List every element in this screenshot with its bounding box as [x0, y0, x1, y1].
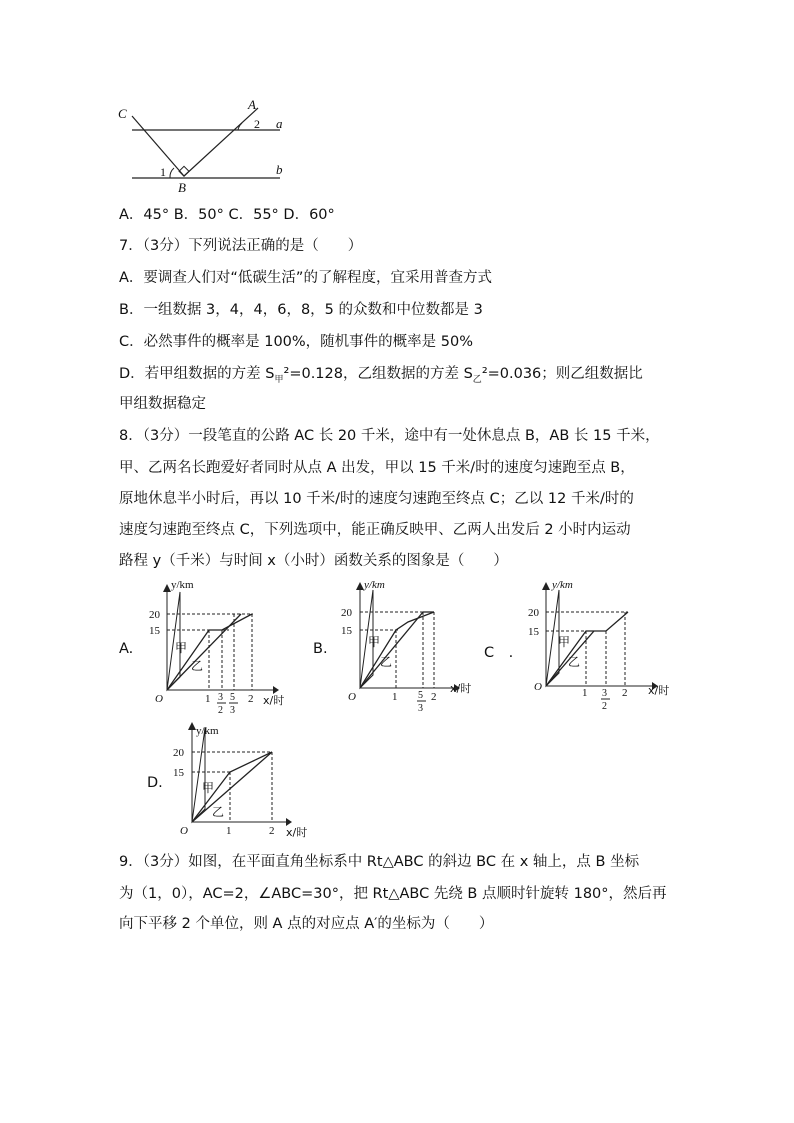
- q7-stem: 7．（3分）下列说法正确的是（ ）: [119, 238, 363, 254]
- q7-d-post: ²=0.036；则乙组数据比: [481, 366, 643, 382]
- q7-option-b: B．一组数据 3，4，4，6，8，5 的众数和中位数都是 3: [119, 302, 483, 318]
- svg-text:3: 3: [230, 705, 235, 716]
- svg-text:20: 20: [341, 607, 352, 619]
- svg-text:1: 1: [205, 693, 211, 705]
- svg-text:O: O: [348, 691, 356, 703]
- q7-option-c: C．必然事件的概率是 100%，随机事件的概率是 50%: [119, 334, 474, 350]
- q7-d-sub1: 甲: [274, 374, 284, 385]
- q9-line-1: 9．（3分）如图，在平面直角坐标系中 Rt△ABC 的斜边 BC 在 x 轴上，点 B 坐标: [119, 854, 640, 870]
- svg-text:3: 3: [418, 703, 423, 714]
- q7-d-sub2: 乙: [472, 374, 482, 385]
- q8-line-1: 8．（3分）一段笔直的公路 AC 长 20 千米，途中有一处休息点 B，AB 长 15 千米，: [119, 428, 660, 444]
- svg-text:3: 3: [218, 692, 223, 703]
- svg-text:O: O: [155, 693, 163, 705]
- svg-text:2: 2: [602, 701, 607, 712]
- label-a: a: [276, 116, 283, 131]
- q6-figure: [112, 98, 292, 194]
- svg-text:乙: 乙: [191, 659, 204, 673]
- svg-text:2: 2: [622, 687, 628, 699]
- svg-text:20: 20: [528, 607, 539, 619]
- label-B: B: [178, 180, 186, 195]
- line-ba: [184, 108, 258, 176]
- svg-text:1: 1: [582, 687, 588, 699]
- svg-text:乙: 乙: [568, 655, 581, 669]
- q8-graph-d: [170, 722, 320, 848]
- q8-line-2: 甲、乙两名长跑爱好者同时从点 A 出发，甲以 15 千米/时的速度匀速跑至点 B，: [119, 460, 635, 476]
- svg-text:y/km: y/km: [552, 579, 573, 591]
- svg-text:x/时: x/时: [648, 684, 670, 697]
- q8-line-4: 速度匀速跑至终点 C，下列选项中，能正确反映甲、乙两人出发后 2 小时内运动: [119, 522, 631, 538]
- q9-line-2: 为（1，0），AC=2，∠ABC=30°，把 Rt△ABC 先绕 B 点顺时针旋转 180°，然后再: [119, 886, 667, 902]
- svg-text:2: 2: [431, 691, 437, 703]
- label-b: b: [276, 162, 283, 177]
- q8-graph-a: [145, 580, 295, 720]
- svg-text:y/km: y/km: [364, 579, 385, 591]
- q6-options: A．45° B．50° C．55° D．60°: [119, 207, 335, 223]
- svg-text:O: O: [180, 825, 188, 837]
- q8-graph-b: [338, 580, 488, 720]
- q7-option-a: A．要调查人们对“低碳生活”的了解程度，宜采用普查方式: [119, 270, 492, 286]
- svg-text:20: 20: [149, 609, 160, 621]
- svg-text:乙: 乙: [212, 805, 225, 819]
- label-angle1: 1: [160, 165, 166, 179]
- label-A: A: [248, 97, 256, 112]
- svg-text:2: 2: [269, 825, 275, 837]
- svg-text:乙: 乙: [380, 655, 393, 669]
- svg-text:15: 15: [341, 625, 352, 637]
- angle1-arc: [170, 168, 174, 178]
- svg-text:x/时: x/时: [450, 682, 472, 695]
- q7-option-d-line2: 甲组数据稳定: [119, 396, 206, 412]
- svg-text:甲: 甲: [202, 781, 215, 795]
- svg-text:O: O: [534, 681, 542, 693]
- q8-option-c-label: C .: [484, 645, 514, 661]
- label-angle2: 2: [254, 117, 260, 131]
- svg-text:甲: 甲: [368, 635, 381, 649]
- q8-graph-c: [530, 580, 680, 720]
- svg-text:15: 15: [528, 626, 539, 638]
- svg-text:5: 5: [230, 692, 235, 703]
- svg-text:15: 15: [173, 767, 184, 779]
- q7-d-pre: D．若甲组数据的方差 S: [119, 366, 275, 382]
- svg-text:y/km: y/km: [171, 579, 194, 591]
- svg-text:x/时: x/时: [286, 826, 308, 839]
- svg-text:甲: 甲: [175, 641, 188, 655]
- svg-text:1: 1: [392, 691, 398, 703]
- svg-text:1: 1: [226, 825, 232, 837]
- svg-text:y/km: y/km: [196, 725, 219, 737]
- svg-text:15: 15: [149, 625, 160, 637]
- q8-line-3: 原地休息半小时后，再以 10 千米/时的速度匀速跑至终点 C；乙以 12 千米/时的: [119, 491, 634, 507]
- q7-option-d: [119, 364, 643, 390]
- line-cb: [132, 116, 184, 176]
- svg-text:3: 3: [602, 688, 607, 699]
- label-C: C: [118, 106, 127, 121]
- svg-text:20: 20: [173, 747, 184, 759]
- svg-text:x/时: x/时: [263, 694, 285, 707]
- q8-option-b-label: B.: [313, 641, 328, 657]
- q7-d-mid: ²=0.128，乙组数据的方差 S: [283, 366, 473, 382]
- q8-option-d-label: D.: [147, 775, 163, 791]
- q8-option-a-label: A.: [119, 641, 134, 657]
- q9-line-3: 向下平移 2 个单位，则 A 点的对应点 A′的坐标为（ ）: [119, 916, 494, 932]
- q8-line-5: 路程 y（千米）与时间 x（小时）函数关系的图象是（ ）: [119, 553, 508, 569]
- svg-text:2: 2: [248, 693, 254, 705]
- svg-text:5: 5: [418, 690, 423, 701]
- svg-text:甲: 甲: [558, 635, 571, 649]
- svg-text:2: 2: [218, 705, 223, 716]
